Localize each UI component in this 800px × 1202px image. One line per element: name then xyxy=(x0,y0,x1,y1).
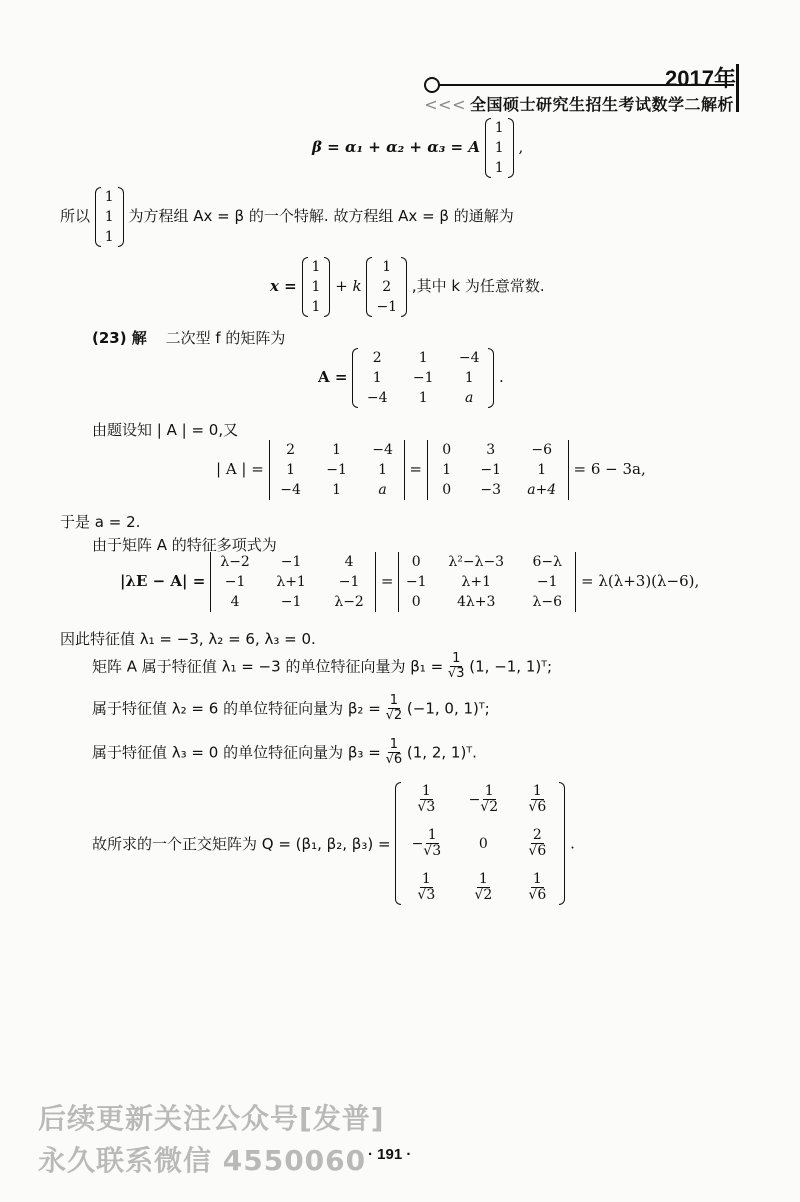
matrix-cell: −1 xyxy=(405,574,427,590)
matrix-cell: λ−2 xyxy=(334,594,364,610)
general-suffix: ,其中 k 为任意常数. xyxy=(411,277,545,295)
vector-entry: 1 xyxy=(311,299,321,315)
matrix-cell: −4 xyxy=(458,350,480,366)
so-suffix: 为方程组 Ax = β 的一个特解. 故方程组 Ax = β 的通解为 xyxy=(128,207,514,225)
matrix-cell: 3 xyxy=(486,442,496,458)
matrix-cell: −4 xyxy=(366,390,388,406)
matrix-cell: 6−λ xyxy=(532,554,562,570)
matrix-cell: −4 xyxy=(280,482,301,498)
determinant-A-equation: | A | = 2 1 −4 1 −1 1 −4 1 a = 0 3 −6 1 −1 1 0 −3 a+4 = 6 − 3a, xyxy=(216,442,646,498)
matrix-cell: −1 xyxy=(536,574,558,590)
eigenvector-1-line xyxy=(92,652,552,682)
header-rule xyxy=(436,84,734,86)
matrix-cell: 1 xyxy=(537,462,547,478)
matrix-A xyxy=(352,348,494,408)
char-determinant xyxy=(210,552,376,612)
ev1-vec: (1, −1, 1)ᵀ; xyxy=(469,657,553,676)
comma: , xyxy=(518,138,524,156)
matrix-cell: 0 xyxy=(411,554,421,570)
matrix-cell: −3 xyxy=(480,482,502,498)
matrix-cell: $\frac{2}{√6}$ xyxy=(528,826,547,860)
det-given: 由题设知 | A | = 0,又 xyxy=(92,421,239,439)
eigenvector-3-line xyxy=(92,738,477,768)
watermark-line-2: 永久联系微信 4550060 xyxy=(38,1144,367,1177)
Q-equation xyxy=(92,782,575,905)
matrix-cell: 1 xyxy=(332,442,342,458)
eigenvector-2-line xyxy=(92,694,490,724)
matrix-cell: 1 xyxy=(378,462,388,478)
matrix-cell: λ+1 xyxy=(461,574,491,590)
matrix-cell: 4 xyxy=(230,594,240,610)
matrix-cell: 1 xyxy=(286,462,296,478)
problem-23-header xyxy=(92,327,285,348)
frac-num: 1 xyxy=(389,737,398,752)
determinant-A-reduced xyxy=(427,440,569,500)
beta-equation xyxy=(312,118,523,178)
matrix-cell: λ+1 xyxy=(276,574,306,590)
det-lhs: | A | = xyxy=(216,460,264,478)
matrix-cell: −6 xyxy=(531,442,553,458)
vector-entry: 1 xyxy=(382,259,392,275)
header-year: 2017年 xyxy=(665,66,736,91)
A-lhs: A = xyxy=(318,368,348,386)
header-subtitle: 全国硕士研究生招生考试数学二解析 xyxy=(469,95,734,114)
plus-k: + k xyxy=(335,277,362,295)
matrix-cell: 1 xyxy=(332,482,342,498)
matrix-cell: −1 xyxy=(338,574,360,590)
vector-111-c xyxy=(302,257,331,317)
matrix-cell: −1 xyxy=(280,594,302,610)
matrix-cell: −1 xyxy=(412,370,434,386)
char-poly-equation: |λE − A| = λ−2 −1 4 −1 λ+1 −1 4 −1 λ−2 = 0 λ²−λ−3 6−λ −1 λ+1 −1 0 4λ+3 λ−6 = λ(λ+3)(λ−6), xyxy=(120,554,700,610)
vector-entry: 1 xyxy=(104,209,114,225)
vector-111 xyxy=(485,118,514,178)
vector-entry: 1 xyxy=(311,279,321,295)
matrix-cell: 1 xyxy=(442,462,452,478)
frac-num: 1 xyxy=(389,693,398,708)
frac-den: √3 xyxy=(447,666,465,682)
matrix-cell: $\frac{1}{√6}$ xyxy=(528,783,547,816)
frac-den: √2 xyxy=(385,708,403,724)
so-prefix: 所以 xyxy=(60,207,91,225)
matrix-cell: 0 xyxy=(442,482,452,498)
A-period: . xyxy=(499,368,504,386)
matrix-cell: λ−2 xyxy=(220,554,250,570)
matrix-cell: −1 xyxy=(280,554,302,570)
matrix-cell: −1 xyxy=(224,574,246,590)
vector-entry: 1 xyxy=(494,160,504,176)
general-lhs: x = xyxy=(270,277,297,295)
header-vertical-bar xyxy=(736,64,739,112)
frac-num: 1 xyxy=(452,651,461,666)
page-number: · 191 · xyxy=(368,1146,412,1163)
vector-entry: 1 xyxy=(104,229,114,245)
vector-111-b xyxy=(95,187,124,247)
char-determinant-reduced xyxy=(398,552,576,612)
vector-entry: 1 xyxy=(311,259,321,275)
matrix-cell: λ−6 xyxy=(532,594,562,610)
so-a-equals: 于是 a = 2. xyxy=(60,513,141,531)
Q-period: . xyxy=(570,834,575,853)
vector-12m1 xyxy=(366,257,407,317)
matrix-cell: a xyxy=(465,390,474,406)
frac-1-sqrt3 xyxy=(448,652,465,682)
problem-label: (23) 解 xyxy=(92,329,147,347)
Q-text: 故所求的一个正交矩阵为 Q = (β₁, β₂, β₃) = xyxy=(92,835,391,854)
ev1-text: 矩阵 A 属于特征值 λ₁ = −3 的单位特征向量为 β₁ = xyxy=(92,657,444,676)
matrix-A-equation xyxy=(318,348,504,408)
char-rhs: = λ(λ+3)(λ−6), xyxy=(581,572,700,590)
matrix-cell: −1 xyxy=(326,462,347,478)
matrix-cell: 4λ+3 xyxy=(457,594,496,610)
matrix-cell: 0 xyxy=(411,594,421,610)
matrix-cell: $\frac{1}{√3}$ xyxy=(417,870,436,903)
ev3-text: 属于特征值 λ₃ = 0 的单位特征向量为 β₃ = xyxy=(92,743,381,762)
matrix-cell: 1 xyxy=(418,350,428,366)
det-rhs: = 6 − 3a, xyxy=(573,460,646,478)
matrix-cell: $\frac{1}{√6}$ xyxy=(528,870,547,903)
vector-entry: 2 xyxy=(382,279,392,295)
matrix-Q xyxy=(395,782,565,905)
frac-den: √6 xyxy=(385,752,403,768)
char-lhs: |λE − A| = xyxy=(120,572,206,590)
particular-solution-line xyxy=(60,187,514,247)
beta-lhs: β = α₁ + α₂ + α₃ = A xyxy=(312,138,480,156)
matrix-cell: 1 xyxy=(372,370,382,386)
matrix-cell: a+4 xyxy=(527,482,557,498)
ev3-vec: (1, 2, 1)ᵀ. xyxy=(406,743,477,762)
matrix-cell: − $\frac{1}{√2}$ xyxy=(468,783,499,816)
vector-entry: 1 xyxy=(494,140,504,156)
watermark xyxy=(38,1098,385,1182)
vector-entry: 1 xyxy=(104,189,114,205)
vector-entry: −1 xyxy=(376,299,398,315)
matrix-cell: $\frac{1}{√3}$ xyxy=(417,783,436,816)
matrix-cell: −1 xyxy=(480,462,502,478)
header-subtitle-row xyxy=(424,92,734,115)
ev2-vec: (−1, 0, 1)ᵀ; xyxy=(406,699,490,718)
vector-entry: 1 xyxy=(494,120,504,136)
matrix-cell: 2 xyxy=(286,442,296,458)
matrix-cell: 0 xyxy=(478,835,488,852)
matrix-cell: − $\frac{1}{√3}$ xyxy=(411,826,442,860)
matrix-cell: $\frac{1}{√2}$ xyxy=(474,870,493,903)
matrix-cell: λ²−λ−3 xyxy=(448,554,505,570)
matrix-cell: 0 xyxy=(442,442,452,458)
char-poly-intro: 由于矩阵 A 的特征多项式为 xyxy=(92,536,277,554)
matrix-cell: 1 xyxy=(418,390,428,406)
eigenvalues-line: 因此特征值 λ₁ = −3, λ₂ = 6, λ₃ = 0. xyxy=(60,630,316,648)
frac-1-sqrt6 xyxy=(386,738,403,768)
general-solution xyxy=(270,257,545,317)
matrix-cell: −4 xyxy=(372,442,393,458)
ev2-text: 属于特征值 λ₂ = 6 的单位特征向量为 β₂ = xyxy=(92,699,381,718)
frac-1-sqrt2 xyxy=(386,694,403,724)
matrix-cell: a xyxy=(378,482,387,498)
watermark-line-1: 后续更新关注公众号[发普] xyxy=(38,1102,385,1135)
matrix-cell: 4 xyxy=(344,554,354,570)
chevrons-icon: <<< xyxy=(424,95,466,114)
matrix-cell: 1 xyxy=(464,370,474,386)
header-circle-ornament xyxy=(424,77,440,93)
matrix-cell: 2 xyxy=(372,350,382,366)
determinant-A xyxy=(269,440,405,500)
problem-intro: 二次型 f 的矩阵为 xyxy=(165,329,286,347)
